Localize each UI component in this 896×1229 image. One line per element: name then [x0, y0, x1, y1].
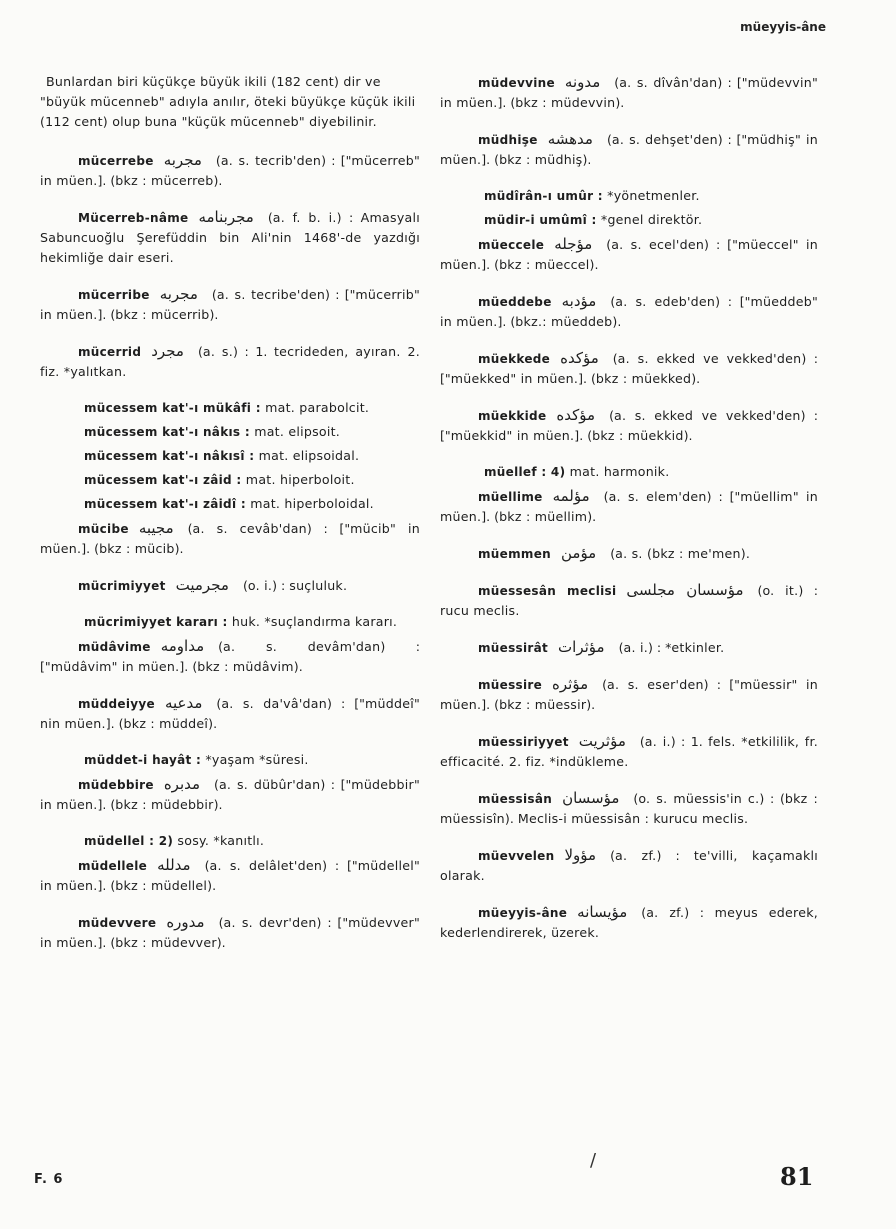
- dictionary-entry: [440, 210, 818, 230]
- pen-mark: /: [590, 1150, 597, 1171]
- dictionary-entry: [40, 150, 420, 191]
- dictionary-entry: [440, 543, 818, 564]
- left-entry-list: [40, 150, 420, 953]
- entry-arabic-script: مدوره: [166, 913, 205, 931]
- dictionary-entry: [40, 494, 420, 514]
- entry-definition: (a. s. (bkz : me'men).: [610, 546, 751, 561]
- dictionary-entry: [40, 284, 420, 325]
- entry-definition: (a. f. b. i.) : Amasyalı Sabuncuoğlu Şerefüddin bin Ali'nin 1468'-de yazdığı hekimliğe dair eseri.: [40, 210, 420, 265]
- entry-definition: (a. s. cevâb'dan) : ["mücib" in müen.]. (bkz : mücib).: [40, 521, 420, 556]
- entry-arabic-script: مجربه: [163, 151, 202, 169]
- entry-definition: (o. it.) : rucu meclis.: [440, 583, 818, 618]
- dictionary-entry: [40, 470, 420, 490]
- entry-headword: mücessem kat'-ı nâkıs :: [84, 425, 250, 439]
- entry-definition: *yönetmenler.: [607, 188, 700, 203]
- right-entry-list: [440, 72, 818, 943]
- entry-headword: mücessem kat'-ı nâkısî :: [84, 449, 255, 463]
- entry-headword: müddeiyye: [78, 697, 155, 711]
- running-head: müeyyis-âne: [740, 20, 826, 34]
- entry-arabic-script: مؤيسانه: [577, 903, 628, 921]
- entry-headword: müessirât: [478, 641, 549, 655]
- entry-definition: (a. s. dübûr'dan) : ["müdebbir" in müen.]. (bkz : müdebbir).: [40, 777, 420, 812]
- entry-headword: müdellel : 2): [84, 834, 174, 848]
- page-number: 81: [780, 1162, 814, 1191]
- entry-definition: mat. elipsoidal.: [258, 448, 360, 463]
- entry-headword: mücessem kat'-ı zâid :: [84, 473, 242, 487]
- dictionary-entry: [440, 348, 818, 389]
- entry-arabic-script: مؤسسان مجلسى: [626, 581, 744, 599]
- dictionary-entry: [40, 693, 420, 734]
- entry-headword: müeccele: [478, 238, 545, 252]
- entry-headword: mücessem kat'-ı mükâfi :: [84, 401, 261, 415]
- entry-arabic-script: مؤدبه: [561, 292, 597, 310]
- entry-arabic-script: مدونه: [564, 73, 601, 91]
- dictionary-entry: [40, 750, 420, 770]
- entry-headword: mücessem kat'-ı zâidî :: [84, 497, 246, 511]
- entry-arabic-script: مؤثره: [552, 675, 589, 693]
- entry-headword: mücerribe: [78, 288, 150, 302]
- entry-headword: müellime: [478, 490, 543, 504]
- dictionary-entry: [440, 462, 818, 482]
- entry-definition: *yaşam *süresi.: [205, 752, 309, 767]
- entry-arabic-script: مؤكده: [560, 349, 599, 367]
- entry-headword: Mücerreb-nâme: [78, 211, 189, 225]
- dictionary-entry: [40, 518, 420, 559]
- entry-definition: *genel direktör.: [600, 212, 703, 227]
- entry-headword: müekkede: [478, 352, 551, 366]
- entry-definition: sosy. *kanıtlı.: [177, 833, 265, 848]
- entry-definition: (a. s. dehşet'den) : ["müdhiş" in müen.]. (bkz : müdhiş).: [440, 132, 818, 167]
- dictionary-entry: [40, 341, 420, 382]
- dictionary-entry: [40, 855, 420, 896]
- dictionary-entry: [40, 612, 420, 632]
- dictionary-entry: [440, 234, 818, 275]
- entry-headword: müekkide: [478, 409, 547, 423]
- right-column: [440, 72, 818, 959]
- dictionary-entry: [40, 422, 420, 442]
- dictionary-entry: [440, 580, 818, 621]
- dictionary-entry: [40, 575, 420, 596]
- entry-arabic-script: مؤسسان: [562, 789, 620, 807]
- entry-definition: (a. s. devr'den) : ["müdevver" in müen.]. (bkz : müdevver).: [40, 915, 420, 950]
- dictionary-entry: [440, 405, 818, 446]
- entry-arabic-script: مدهشه: [547, 130, 593, 148]
- entry-definition: (a. i.) : *etkinler.: [618, 640, 725, 655]
- entry-definition: (a. s. devâm'dan) : ["müdâvim" in müen.]. (bkz : müdâvim).: [40, 639, 420, 674]
- dictionary-entry: [40, 207, 420, 268]
- entry-definition: (a. s. ekked ve vekked'den) : ["müekked" in müen.]. (bkz : müekked).: [440, 351, 818, 386]
- entry-definition: mat. elipsoit.: [254, 424, 341, 439]
- entry-definition: (a. s. tecribe'den) : ["mücerrib" in müen.]. (bkz : mücerrib).: [40, 287, 420, 322]
- dictionary-entry: [440, 845, 818, 886]
- left-column: [40, 72, 420, 969]
- entry-definition: (a. zf.) : meyus ederek, kederlendirerek, üzerek.: [440, 905, 818, 940]
- entry-headword: müellef : 4): [484, 465, 566, 479]
- entry-headword: müdebbire: [78, 778, 154, 792]
- dictionary-entry: [40, 446, 420, 466]
- entry-headword: müessire: [478, 678, 543, 692]
- entry-arabic-script: مؤثرات: [558, 638, 605, 656]
- dictionary-entry: [40, 398, 420, 418]
- entry-headword: müdevvine: [478, 76, 555, 90]
- entry-definition: (a. s. ekked ve vekked'den) : ["müekkid" in müen.]. (bkz : müekkid).: [440, 408, 818, 443]
- entry-headword: müddet-i hayât :: [84, 753, 202, 767]
- entry-headword: mücibe: [78, 522, 129, 536]
- entry-definition: (a. s. ecel'den) : ["müeccel" in müen.]. (bkz : müeccel).: [440, 237, 818, 272]
- entry-headword: müdhişe: [478, 133, 538, 147]
- entry-arabic-script: مداومه: [160, 637, 205, 655]
- entry-definition: (a. s. eser'den) : ["müessir" in müen.]. (bkz : müessir).: [440, 677, 818, 712]
- entry-arabic-script: مدعيه: [164, 694, 203, 712]
- dictionary-entry: [440, 788, 818, 829]
- entry-headword: müemmen: [478, 547, 551, 561]
- entry-headword: müdellele: [78, 859, 148, 873]
- entry-definition: huk. *suçlandırma kararı.: [231, 614, 398, 629]
- entry-headword: müdâvime: [78, 640, 151, 654]
- entry-headword: mücerrebe: [78, 154, 154, 168]
- dictionary-entry: [440, 129, 818, 170]
- signature-mark: F. 6: [34, 1172, 64, 1187]
- dictionary-entry: [440, 486, 818, 527]
- entry-headword: müessiriyyet: [478, 735, 569, 749]
- entry-definition: (a. s. delâlet'den) : ["müdellel" in müen.]. (bkz : müdellel).: [40, 858, 420, 893]
- entry-headword: müessisân: [478, 792, 553, 806]
- entry-definition: (a. s. edeb'den) : ["müeddeb" in müen.]. (bkz.: müeddeb).: [440, 294, 818, 329]
- entry-headword: müeyyis-âne: [478, 906, 568, 920]
- entry-arabic-script: مؤمن: [560, 544, 597, 562]
- dictionary-entry: [440, 637, 818, 658]
- intro-paragraph: Bunlardan biri küçükçe büyük ikili (182 cent) dir ve "büyük mücenneb" adıyla anılır, öteki büyükçe küçük ikili (112 cent) olup buna "küçük mücenneb" diyebilinir.: [40, 74, 416, 129]
- dictionary-entry: [40, 636, 420, 677]
- entry-headword: müdir-i umûmî :: [484, 213, 597, 227]
- entry-definition: (a. s. elem'den) : ["müellim" in müen.]. (bkz : müellim).: [440, 489, 818, 524]
- dictionary-entry: [440, 731, 818, 772]
- entry-arabic-script: مدلله: [157, 856, 191, 874]
- entry-headword: mücerrid: [78, 345, 142, 359]
- entry-definition: (a. i.) : 1. fels. *etkililik, fr. efficacité. 2. fiz. *indükleme.: [440, 734, 818, 769]
- dictionary-entry: [40, 912, 420, 953]
- entry-definition: (a. s.) : 1. tecrideden, ayıran. 2. fiz. *yalıtkan.: [40, 344, 420, 379]
- dictionary-entry: [40, 774, 420, 815]
- entry-definition: mat. parabolcit.: [265, 400, 370, 415]
- dictionary-entry: [440, 674, 818, 715]
- entry-definition: mat. hiperboloit.: [245, 472, 355, 487]
- entry-definition: (a. s. dîvân'dan) : ["müdevvin" in müen.]. (bkz : müdevvin).: [440, 75, 818, 110]
- entry-definition: (o. i.) : suçluluk.: [242, 578, 348, 593]
- entry-arabic-script: مجربنامه: [198, 208, 254, 226]
- dictionary-entry: [440, 186, 818, 206]
- entry-definition: (a. s. da'vâ'dan) : ["müddeî" nin müen.]. (bkz : müddeî).: [40, 696, 420, 731]
- entry-headword: mücrimiyyet kararı :: [84, 615, 228, 629]
- entry-arabic-script: مجربه: [159, 285, 198, 303]
- entry-arabic-script: مجيبه: [138, 519, 174, 537]
- entry-arabic-script: مجرد: [151, 342, 184, 360]
- dictionary-entry: [440, 902, 818, 943]
- dictionary-entry: [440, 291, 818, 332]
- entry-headword: müessesân meclisi: [478, 584, 617, 598]
- dictionary-entry: [440, 72, 818, 113]
- entry-headword: müeddebe: [478, 295, 552, 309]
- entry-headword: müdevvere: [78, 916, 157, 930]
- entry-definition: (o. s. müessis'in c.) : (bkz : müessisîn). Meclis-i müessisân : kurucu meclis.: [440, 791, 818, 826]
- entry-definition: mat. hiperboloidal.: [250, 496, 374, 511]
- entry-definition: mat. harmonik.: [569, 464, 670, 479]
- entry-arabic-script: مؤلمه: [552, 487, 590, 505]
- entry-arabic-script: مؤجله: [554, 235, 593, 253]
- entry-arabic-script: مدبره: [163, 775, 201, 793]
- entry-definition: (a. s. tecrib'den) : ["mücerreb" in müen.]. (bkz : mücerreb).: [40, 153, 420, 188]
- entry-arabic-script: مجرميت: [175, 576, 229, 594]
- entry-headword: müevvelen: [478, 849, 555, 863]
- dictionary-entry: [40, 831, 420, 851]
- entry-arabic-script: مؤكده: [556, 406, 596, 424]
- entry-arabic-script: مؤولا: [564, 846, 597, 864]
- entry-headword: müdîrân-ı umûr :: [484, 189, 603, 203]
- entry-arabic-script: مؤثريت: [578, 732, 626, 750]
- entry-definition: (a. zf.) : te'villi, kaçamaklı olarak.: [440, 848, 818, 883]
- entry-headword: mücrimiyyet: [78, 579, 166, 593]
